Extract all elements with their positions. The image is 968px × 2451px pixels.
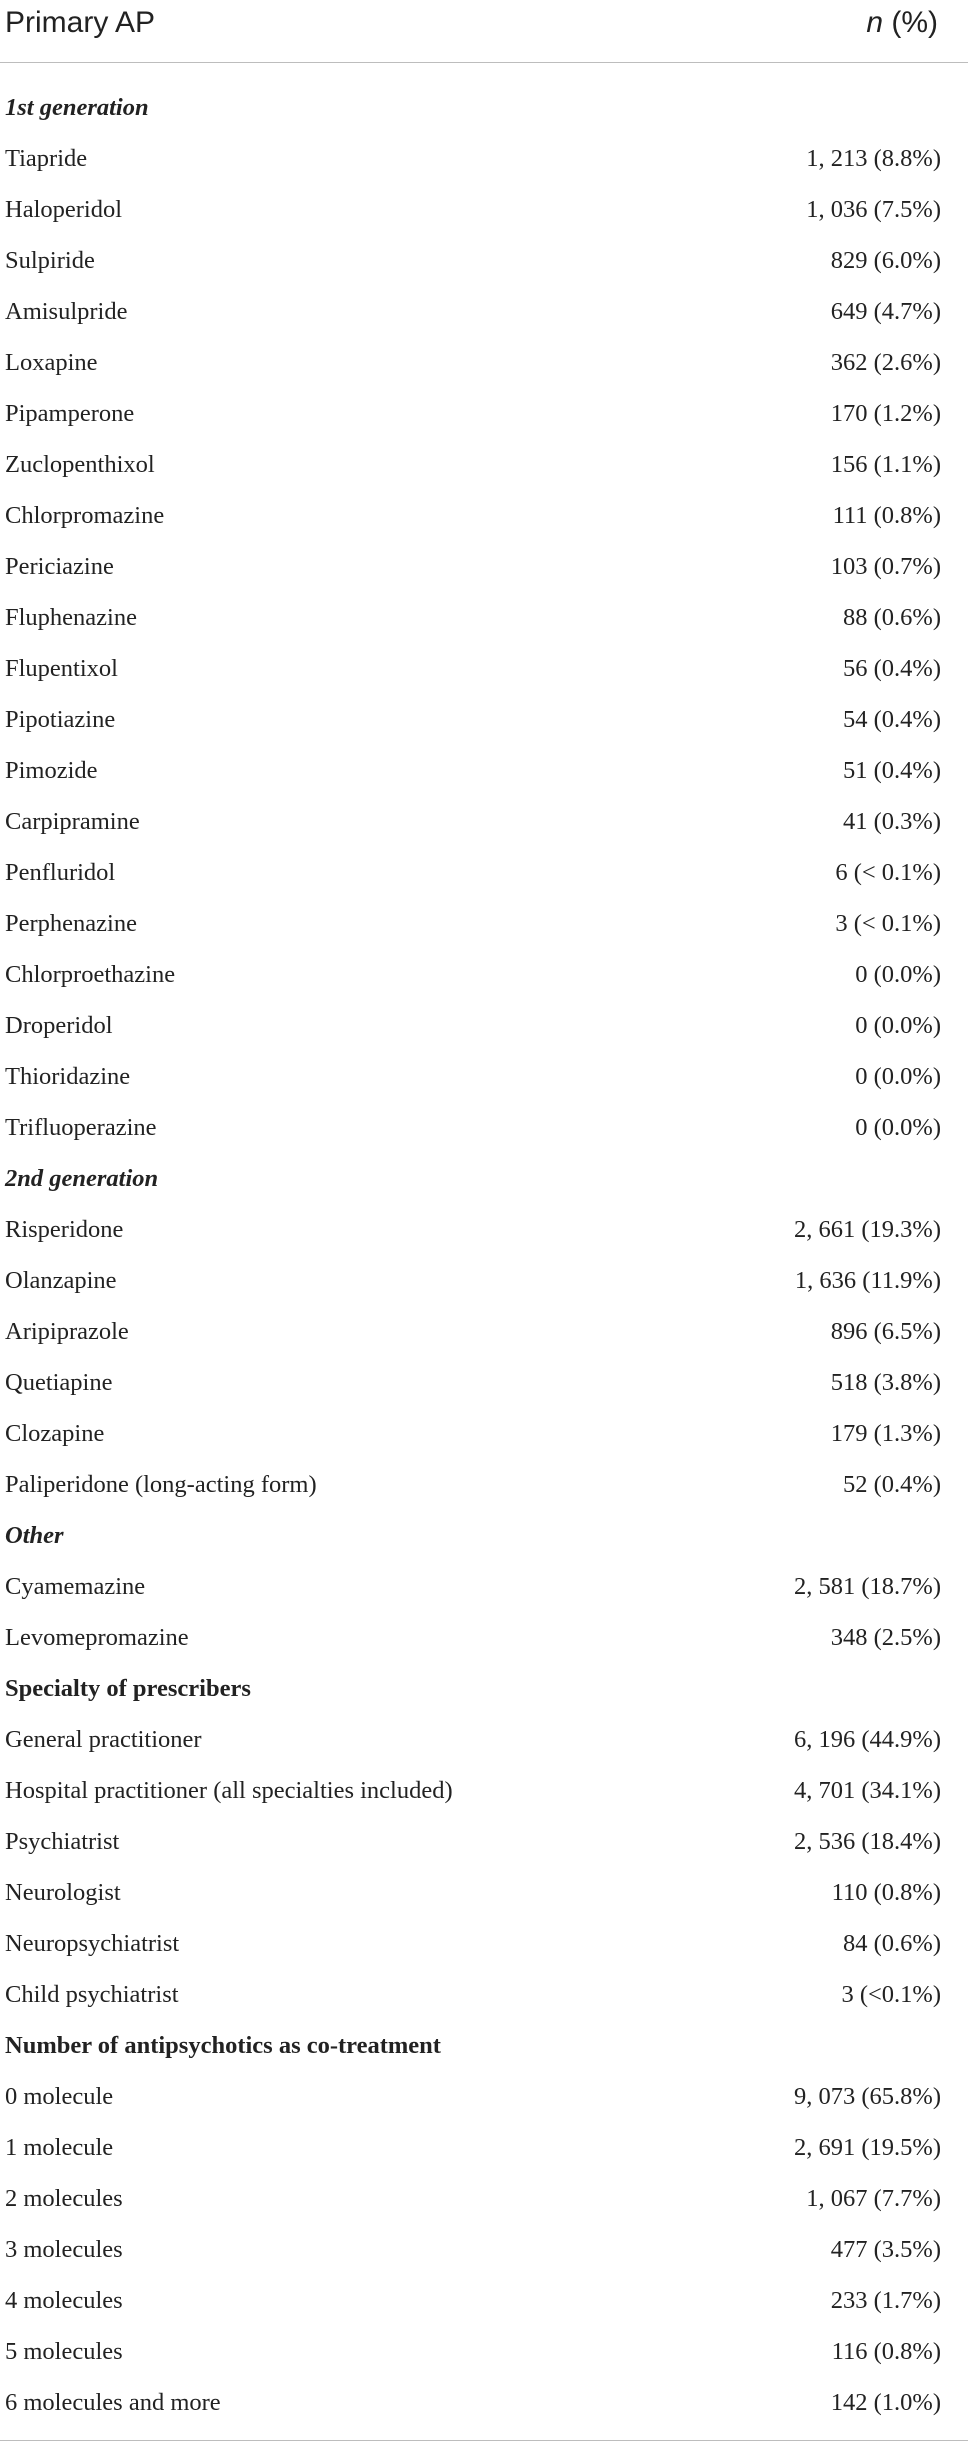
header-divider <box>0 62 968 63</box>
section-heading-row <box>0 1669 968 1720</box>
row-label: 2 molecules <box>5 2185 123 2212</box>
header-primary-ap: Primary AP <box>5 6 156 39</box>
row-value: 362 (2.6%) <box>830 349 941 376</box>
row-label: Periciazine <box>5 553 114 580</box>
row-value: 179 (1.3%) <box>830 1420 941 1447</box>
table-row <box>0 139 968 190</box>
row-label: Aripiprazole <box>5 1318 129 1345</box>
row-label: Fluphenazine <box>5 604 137 631</box>
row-value: 1, 636 (11.9%) <box>794 1267 941 1294</box>
row-value: 0 (0.0%) <box>855 961 941 988</box>
row-label: 4 molecules <box>5 2287 123 2314</box>
table-row <box>0 1261 968 1312</box>
row-label: Trifluoperazine <box>5 1114 157 1141</box>
row-value: 829 (6.0%) <box>830 247 941 274</box>
row-value: 6 (< 0.1%) <box>835 859 941 886</box>
section-heading: Specialty of prescribers <box>5 1675 251 1702</box>
row-label: Quetiapine <box>5 1369 113 1396</box>
row-label: Penfluridol <box>5 859 116 886</box>
table-row <box>0 1006 968 1057</box>
row-label: Cyamemazine <box>5 1573 146 1600</box>
row-value: 0 (0.0%) <box>855 1114 941 1141</box>
row-label: Neuropsychiatrist <box>5 1930 180 1957</box>
table-row <box>0 2077 968 2128</box>
row-label: General practitioner <box>5 1726 202 1753</box>
row-value: 348 (2.5%) <box>830 1624 941 1651</box>
row-value: 1, 213 (8.8%) <box>806 145 941 172</box>
header-percent: (%) <box>883 6 938 39</box>
header-n-percent <box>866 1 938 45</box>
table-row <box>0 2179 968 2230</box>
row-value: 142 (1.0%) <box>830 2389 941 2416</box>
row-value: 2, 536 (18.4%) <box>794 1828 941 1855</box>
row-value: 51 (0.4%) <box>843 757 941 784</box>
row-label: Pipamperone <box>5 400 135 427</box>
section-heading-row <box>0 1159 968 1210</box>
table-row <box>0 2128 968 2179</box>
row-value: 88 (0.6%) <box>843 604 941 631</box>
row-label: Haloperidol <box>5 196 123 223</box>
table-row <box>0 241 968 292</box>
row-value: 54 (0.4%) <box>843 706 941 733</box>
header-n: n <box>866 6 883 39</box>
table-row <box>0 1363 968 1414</box>
row-value: 0 (0.0%) <box>855 1012 941 1039</box>
row-label: Amisulpride <box>5 298 128 325</box>
section-heading-row <box>0 2026 968 2077</box>
table-row <box>0 1108 968 1159</box>
table-row <box>0 598 968 649</box>
table-row <box>0 496 968 547</box>
table-row <box>0 445 968 496</box>
row-label: Child psychiatrist <box>5 1981 179 2008</box>
section-heading: 2nd generation <box>5 1165 159 1192</box>
table-row <box>0 904 968 955</box>
row-label: Risperidone <box>5 1216 124 1243</box>
table-row <box>0 394 968 445</box>
row-label: Levomepromazine <box>5 1624 189 1651</box>
row-value: 2, 581 (18.7%) <box>794 1573 941 1600</box>
row-label: Chlorpromazine <box>5 502 165 529</box>
table-row <box>0 1720 968 1771</box>
row-label: Sulpiride <box>5 247 95 274</box>
row-label: Loxapine <box>5 349 98 376</box>
row-value: 233 (1.7%) <box>830 2287 941 2314</box>
table-row <box>0 1975 968 2026</box>
table-row <box>0 1312 968 1363</box>
row-value: 477 (3.5%) <box>830 2236 941 2263</box>
row-value: 1, 036 (7.5%) <box>806 196 941 223</box>
section-heading: 1st generation <box>5 94 149 121</box>
section-heading: Other <box>5 1522 64 1549</box>
row-label: Pimozide <box>5 757 98 784</box>
table-row <box>0 853 968 904</box>
row-value: 156 (1.1%) <box>830 451 941 478</box>
table-row <box>0 751 968 802</box>
table-row <box>0 802 968 853</box>
row-value: 41 (0.3%) <box>843 808 941 835</box>
table-row <box>0 1873 968 1924</box>
table-row <box>0 1414 968 1465</box>
row-label: Tiapride <box>5 145 88 172</box>
table-row <box>0 1567 968 1618</box>
table-bottom-divider <box>0 2440 968 2441</box>
row-label: 1 molecule <box>5 2134 114 2161</box>
row-value: 170 (1.2%) <box>830 400 941 427</box>
row-value: 3 (< 0.1%) <box>835 910 941 937</box>
row-label: Psychiatrist <box>5 1828 120 1855</box>
row-value: 518 (3.8%) <box>830 1369 941 1396</box>
table-row <box>0 649 968 700</box>
table-row <box>0 2383 968 2434</box>
table-row <box>0 955 968 1006</box>
row-label: Olanzapine <box>5 1267 117 1294</box>
table-row <box>0 2332 968 2383</box>
table-row <box>0 1822 968 1873</box>
table-row <box>0 1057 968 1108</box>
row-value: 1, 067 (7.7%) <box>806 2185 941 2212</box>
table-row <box>0 292 968 343</box>
table-row <box>0 2230 968 2281</box>
table-row <box>0 190 968 241</box>
row-value: 2, 691 (19.5%) <box>794 2134 941 2161</box>
row-label: 0 molecule <box>5 2083 114 2110</box>
row-value: 9, 073 (65.8%) <box>794 2083 941 2110</box>
row-value: 116 (0.8%) <box>831 2338 941 2365</box>
row-value: 649 (4.7%) <box>830 298 941 325</box>
section-heading-row <box>0 88 968 139</box>
row-label: 6 molecules and more <box>5 2389 221 2416</box>
table-header <box>0 0 968 62</box>
row-value: 84 (0.6%) <box>843 1930 941 1957</box>
row-value: 2, 661 (19.3%) <box>794 1216 941 1243</box>
table-row <box>0 1210 968 1261</box>
row-value: 6, 196 (44.9%) <box>794 1726 941 1753</box>
row-label: Flupentixol <box>5 655 118 682</box>
row-value: 0 (0.0%) <box>855 1063 941 1090</box>
row-value: 103 (0.7%) <box>830 553 941 580</box>
table-row <box>0 1924 968 1975</box>
row-label: Thioridazine <box>5 1063 131 1090</box>
row-label: Zuclopenthixol <box>5 451 155 478</box>
table-body <box>0 88 968 2434</box>
row-label: Perphenazine <box>5 910 137 937</box>
row-value: 3 (<0.1%) <box>841 1981 941 2008</box>
row-label: 3 molecules <box>5 2236 123 2263</box>
section-heading: Number of antipsychotics as co-treatment <box>5 2032 441 2059</box>
row-value: 896 (6.5%) <box>830 1318 941 1345</box>
row-label: Hospital practitioner (all specialties included) <box>5 1777 453 1804</box>
table-row <box>0 1465 968 1516</box>
row-label: Clozapine <box>5 1420 105 1447</box>
table-row <box>0 547 968 598</box>
row-label: Paliperidone (long-acting form) <box>5 1471 317 1498</box>
row-label: Carpipramine <box>5 808 140 835</box>
row-label: Neurologist <box>5 1879 121 1906</box>
table-row <box>0 343 968 394</box>
row-label: Chlorproethazine <box>5 961 176 988</box>
row-value: 4, 701 (34.1%) <box>794 1777 941 1804</box>
table-row <box>0 700 968 751</box>
row-value: 110 (0.8%) <box>831 1879 941 1906</box>
row-value: 56 (0.4%) <box>843 655 941 682</box>
table-row <box>0 1771 968 1822</box>
row-label: Droperidol <box>5 1012 113 1039</box>
row-value: 111 (0.8%) <box>832 502 941 529</box>
table-row <box>0 1618 968 1669</box>
row-label: 5 molecules <box>5 2338 123 2365</box>
table-row <box>0 2281 968 2332</box>
section-heading-row <box>0 1516 968 1567</box>
row-label: Pipotiazine <box>5 706 116 733</box>
row-value: 52 (0.4%) <box>843 1471 941 1498</box>
